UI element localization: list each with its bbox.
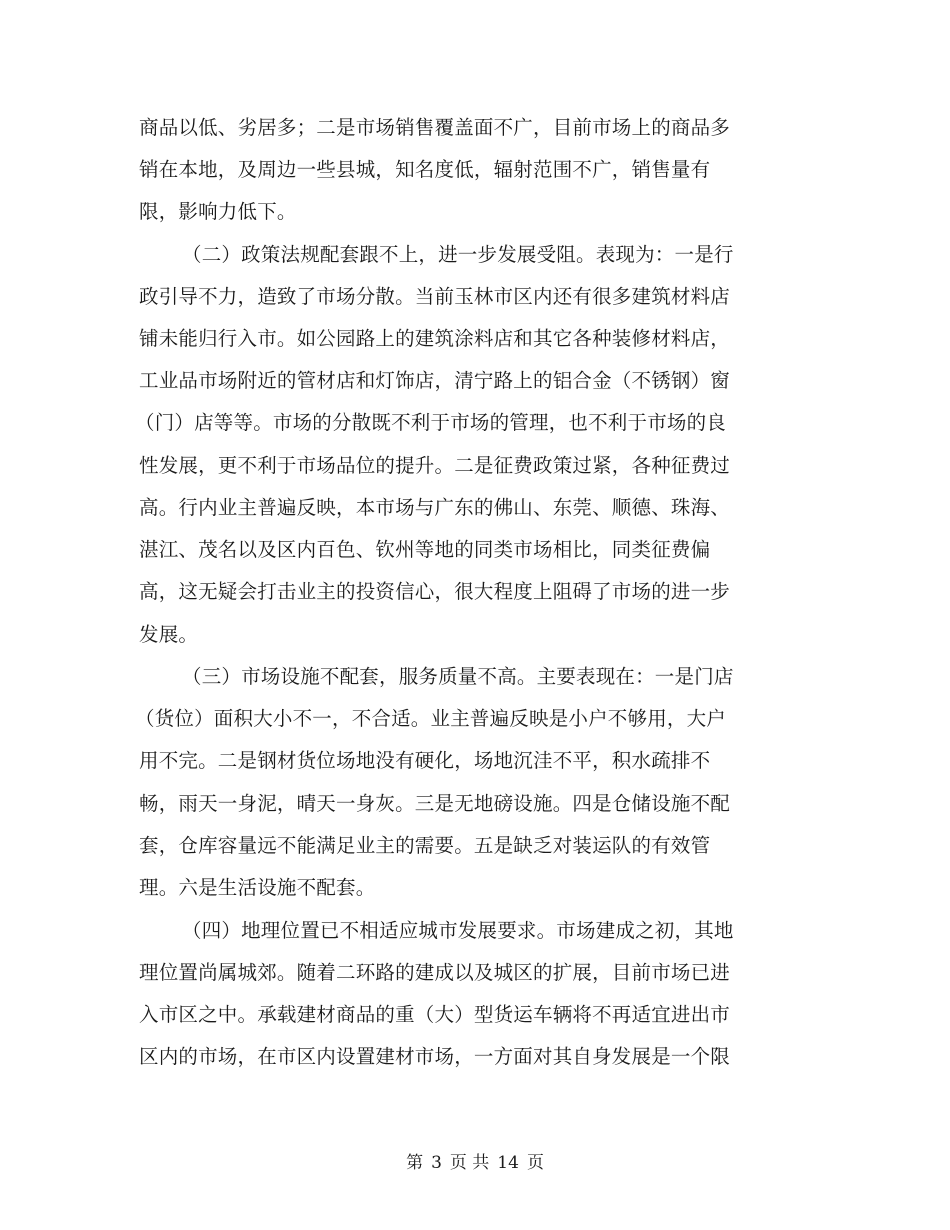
paragraph-line: 发展。	[139, 623, 199, 646]
paragraph-line: （四）地理位置已不相适应城市发展要求。市场建成之初，其地	[182, 919, 734, 942]
paragraph-line: 套，仓库容量远不能满足业主的需要。五是缺乏对装运队的有效管	[139, 834, 711, 857]
paragraph-line: 区内的市场，在市区内设置建材市场，一方面对其自身发展是一个限	[139, 1045, 731, 1068]
footer-middle: 页 共	[449, 1153, 490, 1173]
paragraph-line: （货位）面积大小不一，不合适。业主普遍反映是小户不够用，大户	[135, 707, 727, 730]
paragraph-line: 用不完。二是钢材货位场地没有硬化，场地沉洼不平，积水疏排不	[139, 749, 711, 772]
paragraph-line: 入市区之中。承载建材商品的重（大）型货运车辆将不再适宜进出市	[139, 1003, 731, 1026]
footer-suffix: 页	[526, 1153, 544, 1173]
total-page-count: 14	[497, 1153, 519, 1173]
paragraph-line: 高。行内业主普遍反映，本市场与广东的佛山、东莞、顺德、珠海、	[139, 496, 731, 519]
paragraph-line: 理。六是生活设施不配套。	[139, 876, 376, 899]
paragraph-line: 销在本地，及周边一些县城，知名度低，辐射范围不广，销售量有	[139, 158, 711, 181]
paragraph-line: 理位置尚属城郊。随着二环路的建成以及城区的扩展，目前市场已进	[139, 961, 731, 984]
paragraph-line: 铺未能归行入市。如公园路上的建筑涂料店和其它各种装修材料店，	[139, 327, 731, 350]
paragraph-line: 商品以低、劣居多；二是市场销售覆盖面不广，目前市场上的商品多	[139, 116, 731, 139]
paragraph-line: 高，这无疑会打击业主的投资信心，很大程度上阻碍了市场的进一步	[139, 580, 731, 603]
paragraph-line: 性发展，更不利于市场品位的提升。二是征费政策过紧，各种征费过	[139, 454, 731, 477]
current-page-number: 3	[431, 1153, 442, 1173]
page-footer	[0, 1150, 950, 1176]
paragraph-line: 工业品市场附近的管材店和灯饰店，清宁路上的铝合金（不锈钢）窗	[139, 369, 731, 392]
paragraph-line: （门）店等等。市场的分散既不利于市场的管理，也不利于市场的良	[135, 411, 727, 434]
paragraph-line: 政引导不力，造致了市场分散。当前玉林市区内还有很多建筑材料店	[139, 285, 731, 308]
paragraph-line: 限，影响力低下。	[139, 200, 297, 223]
paragraph-line: 湛江、茂名以及区内百色、钦州等地的同类市场相比，同类征费偏	[139, 538, 711, 561]
paragraph-line: （二）政策法规配套跟不上，进一步发展受阻。表现为：一是行	[182, 243, 734, 266]
paragraph-line: （三）市场设施不配套，服务质量不高。主要表现在：一是门店	[182, 665, 734, 688]
paragraph-line: 畅，雨天一身泥，晴天一身灰。三是无地磅设施。四是仓储设施不配	[139, 792, 731, 815]
footer-prefix: 第	[406, 1153, 424, 1173]
